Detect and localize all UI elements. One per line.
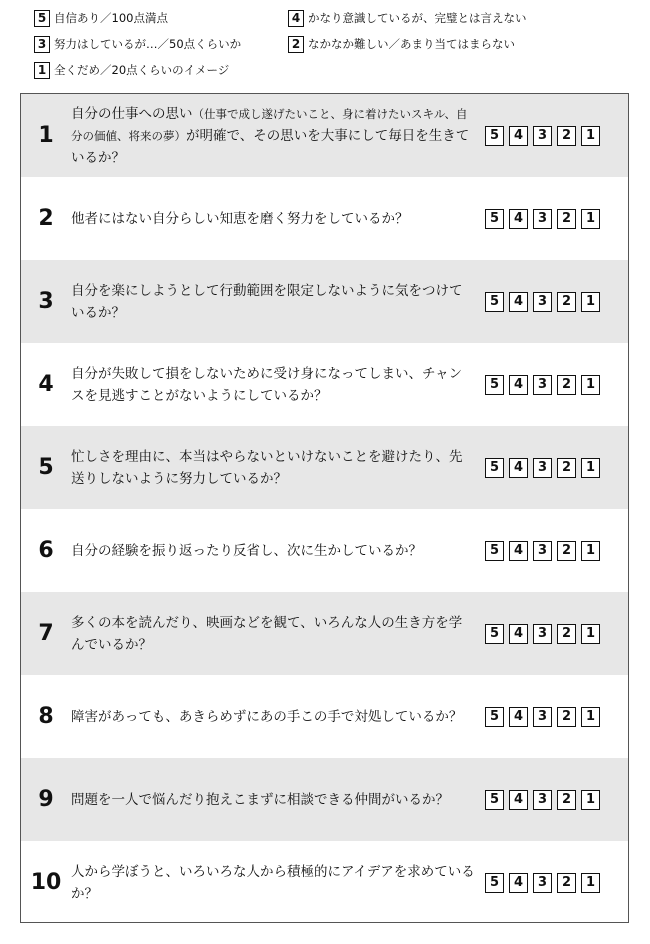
rating-choices [485, 126, 600, 146]
question-number: 1 [38, 123, 54, 148]
legend-text: なかなか難しい／あまり当てはまらない [308, 37, 515, 51]
rating-box-2[interactable]: 2 [557, 707, 576, 727]
rating-choices [485, 873, 600, 893]
question-number: 10 [30, 870, 62, 895]
question-number: 2 [38, 206, 54, 231]
question-number: 9 [38, 787, 54, 812]
rating-box-1[interactable]: 1 [581, 126, 600, 146]
question-number: 8 [38, 704, 54, 729]
rating-choices [485, 707, 600, 727]
question-row [21, 343, 628, 426]
question-number: 7 [38, 621, 54, 646]
rating-box-5[interactable]: 5 [485, 624, 504, 644]
legend-number: 1 [34, 62, 50, 79]
question-text: 人から学ぼうと、いろいろな人から積極的にアイデアを求めているか？ [71, 863, 475, 902]
question-text: 自分を楽にしようとして行動範囲を限定しないように気をつけているか？ [71, 282, 463, 321]
rating-box-1[interactable]: 1 [581, 292, 600, 312]
question-number: 6 [38, 538, 54, 563]
rating-box-2[interactable]: 2 [557, 458, 576, 478]
legend-item-5 [34, 8, 168, 28]
question-text: 自分の経験を振り返ったり反省し、次に生かしているか？ [71, 542, 422, 559]
question-row [21, 177, 628, 260]
question-row [21, 260, 628, 343]
legend-number: 4 [288, 10, 304, 27]
rating-box-2[interactable]: 2 [557, 541, 576, 561]
rating-box-2[interactable]: 2 [557, 126, 576, 146]
rating-box-1[interactable]: 1 [581, 873, 600, 893]
rating-box-1[interactable]: 1 [581, 375, 600, 395]
question-text-main: 自分の仕事への思い [71, 105, 193, 122]
rating-box-3[interactable]: 3 [533, 126, 552, 146]
question-text: 障害があっても、あきらめずにあの手この手で対処しているか？ [71, 708, 463, 725]
rating-box-4[interactable]: 4 [509, 126, 528, 146]
rating-box-2[interactable]: 2 [557, 209, 576, 229]
rating-legend [34, 8, 634, 84]
rating-choices [485, 292, 600, 312]
rating-box-5[interactable]: 5 [485, 126, 504, 146]
rating-box-4[interactable]: 4 [509, 209, 528, 229]
rating-box-4[interactable]: 4 [509, 873, 528, 893]
legend-item-2 [288, 34, 515, 54]
rating-box-3[interactable]: 3 [533, 375, 552, 395]
rating-box-5[interactable]: 5 [485, 375, 504, 395]
rating-box-2[interactable]: 2 [557, 624, 576, 644]
legend-item-4 [288, 8, 527, 28]
rating-box-5[interactable]: 5 [485, 292, 504, 312]
rating-box-3[interactable]: 3 [533, 707, 552, 727]
rating-box-4[interactable]: 4 [509, 790, 528, 810]
legend-number: 3 [34, 36, 50, 53]
rating-box-2[interactable]: 2 [557, 292, 576, 312]
question-row [21, 758, 628, 841]
rating-box-3[interactable]: 3 [533, 541, 552, 561]
rating-box-2[interactable]: 2 [557, 375, 576, 395]
question-number: 4 [38, 372, 54, 397]
rating-box-1[interactable]: 1 [581, 624, 600, 644]
rating-box-4[interactable]: 4 [509, 292, 528, 312]
rating-choices [485, 541, 600, 561]
question-text: 問題を一人で悩んだり抱えこまずに相談できる仲間がいるか？ [71, 791, 449, 808]
rating-choices [485, 375, 600, 395]
question-text-main: が明確で、その思いを大事にして毎日を生きているか？ [71, 127, 470, 166]
rating-box-3[interactable]: 3 [533, 873, 552, 893]
rating-box-5[interactable]: 5 [485, 873, 504, 893]
legend-text: 自信あり／100点満点 [54, 11, 168, 25]
rating-box-4[interactable]: 4 [509, 624, 528, 644]
question-row [21, 426, 628, 509]
rating-box-3[interactable]: 3 [533, 292, 552, 312]
question-text-note: （仕事で成し遂げたいこと、身に着けたいスキル、自分の価値、将来の夢） [71, 106, 468, 143]
legend-number: 5 [34, 10, 50, 27]
rating-box-4[interactable]: 4 [509, 458, 528, 478]
rating-choices [485, 458, 600, 478]
rating-box-3[interactable]: 3 [533, 624, 552, 644]
rating-box-3[interactable]: 3 [533, 458, 552, 478]
rating-box-5[interactable]: 5 [485, 790, 504, 810]
question-number: 5 [38, 455, 54, 480]
rating-box-1[interactable]: 1 [581, 541, 600, 561]
rating-box-3[interactable]: 3 [533, 790, 552, 810]
rating-box-1[interactable]: 1 [581, 458, 600, 478]
legend-text: 全くだめ／20点くらいのイメージ [54, 63, 230, 77]
rating-choices [485, 209, 600, 229]
legend-text: 努力はしているが…／50点くらいか [54, 37, 242, 51]
rating-box-4[interactable]: 4 [509, 375, 528, 395]
rating-choices [485, 790, 600, 810]
question-row [21, 509, 628, 592]
rating-box-2[interactable]: 2 [557, 790, 576, 810]
rating-box-2[interactable]: 2 [557, 873, 576, 893]
legend-item-1 [34, 60, 229, 80]
rating-box-1[interactable]: 1 [581, 790, 600, 810]
rating-box-5[interactable]: 5 [485, 707, 504, 727]
rating-box-4[interactable]: 4 [509, 541, 528, 561]
rating-box-1[interactable]: 1 [581, 707, 600, 727]
question-row [21, 841, 628, 924]
question-text: 他者にはない自分らしい知恵を磨く努力をしているか？ [71, 210, 409, 227]
question-text [71, 103, 475, 169]
rating-choices [485, 624, 600, 644]
rating-box-4[interactable]: 4 [509, 707, 528, 727]
question-text: 自分が失敗して損をしないために受け身になってしまい、チャンスを見逃すことがないようにしているか？ [71, 365, 463, 404]
rating-box-3[interactable]: 3 [533, 209, 552, 229]
rating-box-5[interactable]: 5 [485, 209, 504, 229]
legend-text: かなり意識しているが、完璧とは言えない [308, 11, 527, 25]
question-text: 忙しさを理由に、本当はやらないといけないことを避けたり、先送りしないように努力しているか？ [71, 448, 463, 487]
rating-box-5[interactable]: 5 [485, 458, 504, 478]
question-row [21, 94, 628, 177]
questionnaire-table [20, 93, 629, 923]
legend-item-3 [34, 34, 241, 54]
question-row [21, 675, 628, 758]
legend-number: 2 [288, 36, 304, 53]
question-text: 多くの本を読んだり、映画などを観て、いろんな人の生き方を学んでいるか？ [71, 614, 463, 653]
rating-box-1[interactable]: 1 [581, 209, 600, 229]
question-number: 3 [38, 289, 54, 314]
question-row [21, 592, 628, 675]
rating-box-5[interactable]: 5 [485, 541, 504, 561]
